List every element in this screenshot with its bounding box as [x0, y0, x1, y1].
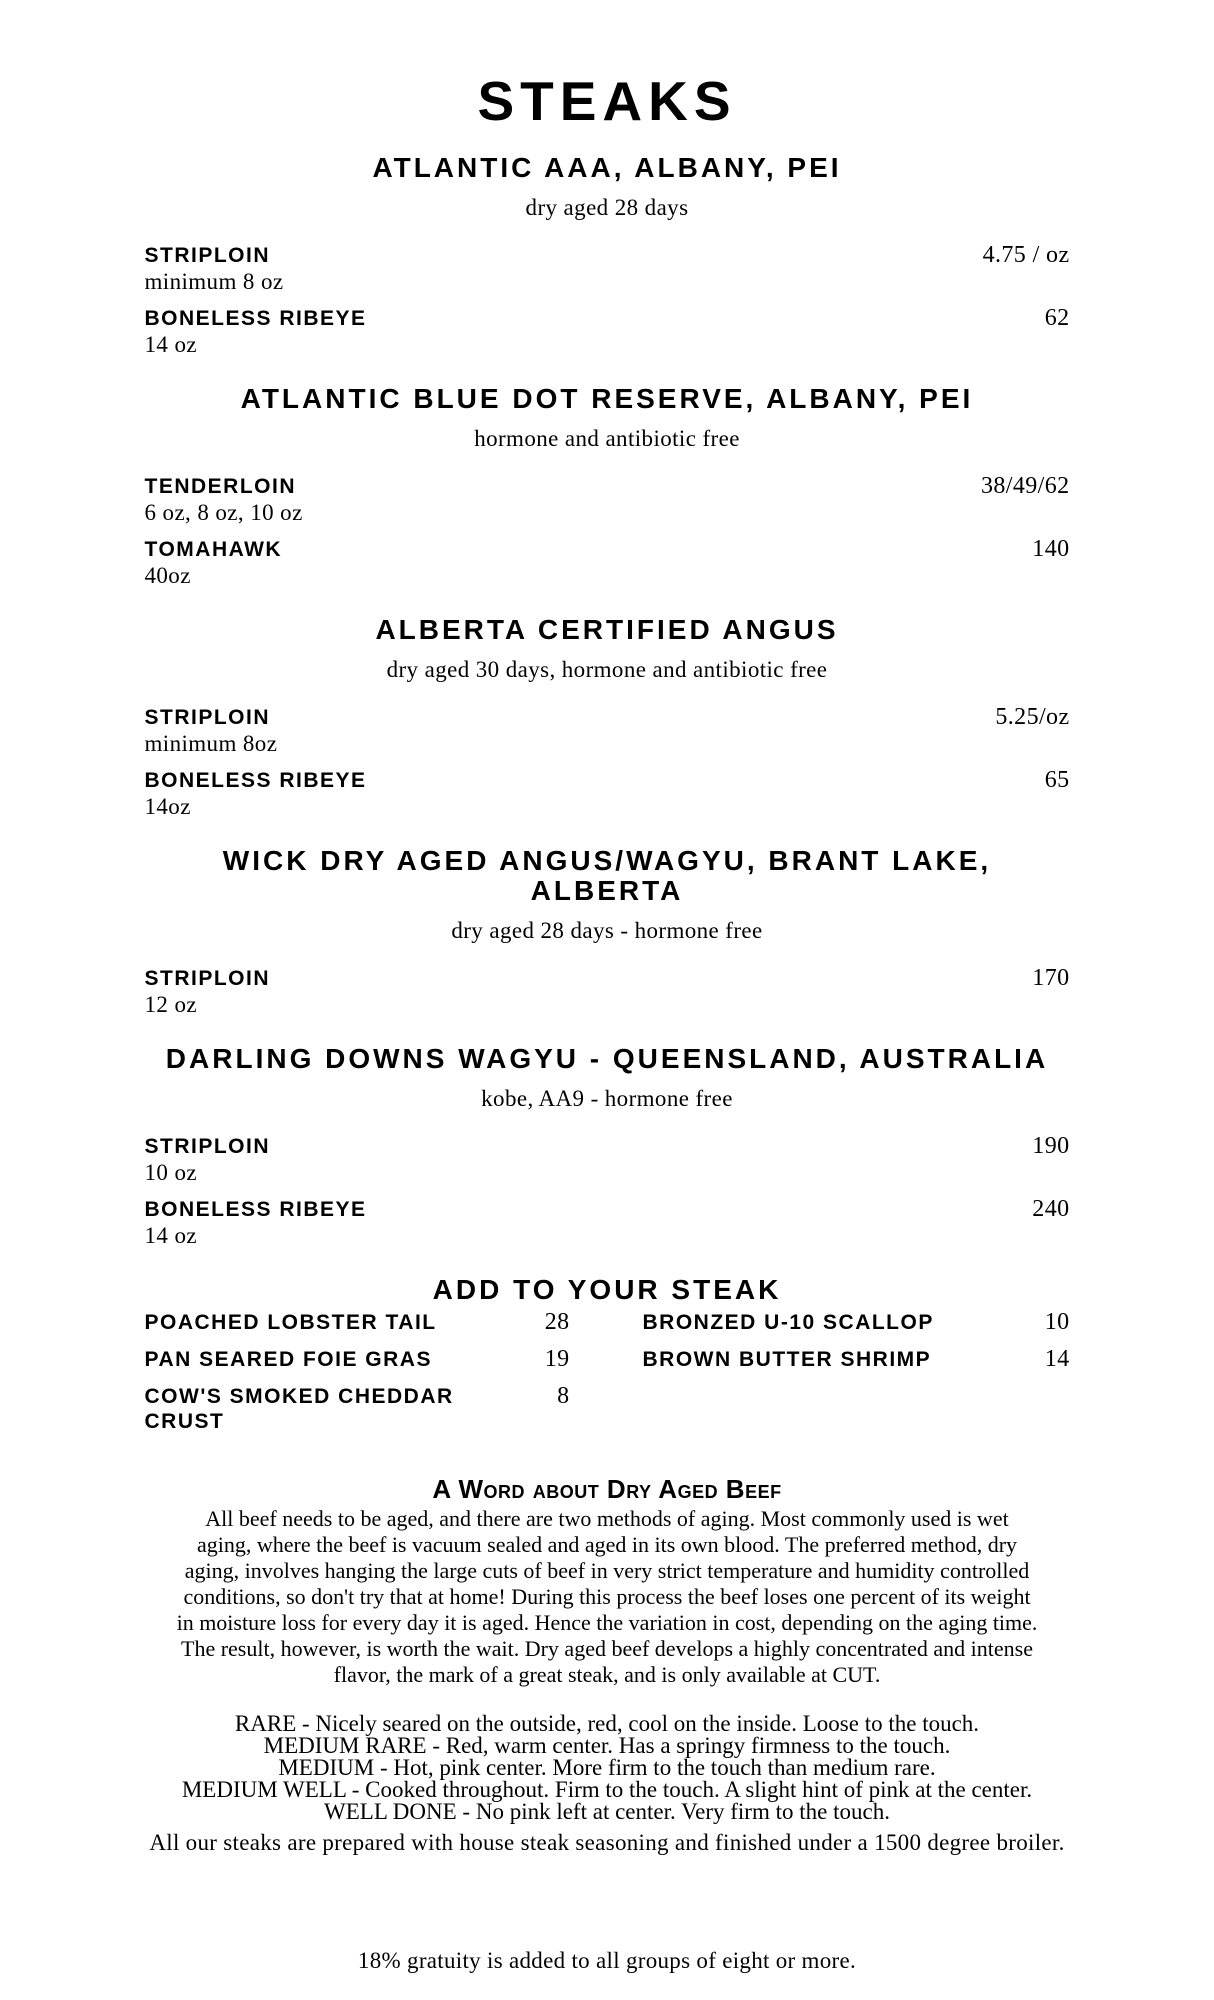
item-description: minimum 8oz	[144, 731, 278, 756]
item-description: 14 oz	[144, 1223, 197, 1248]
section-heading: ALBERTA CERTIFIED ANGUS	[375, 614, 839, 645]
item-price: 190	[1032, 1133, 1070, 1159]
item-price: 38/49/62	[980, 473, 1070, 499]
info-line: in moisture loss for every day it is aged. Hence the variation in cost, depending on the aging time.	[176, 1610, 1038, 1635]
addon-price: 10	[1044, 1309, 1070, 1335]
item-name: BONELESS RIBEYE	[144, 307, 367, 330]
doneness-line-medium: MEDIUM - Hot, pink center. More firm to the touch than medium rare.	[278, 1755, 936, 1780]
item-price: 170	[1032, 965, 1070, 991]
info-heading: A Word about Dry Aged Beef	[432, 1474, 782, 1504]
item-name: STRIPLOIN	[144, 1135, 271, 1158]
info-line: flavor, the mark of a great steak, and is only available at CUT.	[333, 1662, 881, 1687]
addon-name: PAN SEARED FOIE GRAS	[144, 1348, 432, 1371]
section-subheading: hormone and antibiotic free	[474, 426, 740, 451]
doneness-line-well-done: WELL DONE - No pink left at center. Very firm to the touch.	[324, 1799, 890, 1824]
addon-price: 14	[1044, 1346, 1070, 1372]
info-line: aging, where the beef is vacuum sealed and aged in its own blood. The preferred method, dry	[196, 1532, 1018, 1557]
section-subheading: dry aged 30 days, hormone and antibiotic free	[386, 657, 828, 682]
item-description: 14oz	[144, 794, 191, 819]
item-name: STRIPLOIN	[144, 244, 271, 267]
item-name: STRIPLOIN	[144, 706, 271, 729]
section-heading: ATLANTIC BLUE DOT RESERVE, ALBANY, PEI	[240, 383, 974, 414]
menu-section-blue-dot-reserve	[145, 384, 1070, 587]
menu-item	[145, 966, 1070, 990]
item-description: 40oz	[144, 563, 191, 588]
addons-grid	[145, 1310, 1070, 1434]
addons-right-column	[643, 1310, 1070, 1434]
addon-price: 8	[557, 1383, 570, 1409]
addon-name: COW'S SMOKED CHEDDAR CRUST	[144, 1385, 454, 1433]
item-name: STRIPLOIN	[144, 967, 271, 990]
addon-name: BROWN BUTTER SHRIMP	[642, 1348, 932, 1371]
item-name: TENDERLOIN	[144, 475, 296, 498]
addon-item	[643, 1347, 1070, 1372]
doneness-line-medium-well: MEDIUM WELL - Cooked throughout. Firm to the touch. A slight hint of pink at the center.	[181, 1777, 1033, 1802]
info-line: conditions, so don't try that at home! During this process the beef loses one percent of its weight	[183, 1584, 1031, 1609]
section-subheading: dry aged 28 days - hormone free	[451, 918, 763, 943]
addon-item	[643, 1310, 1070, 1335]
menu-item	[145, 1134, 1070, 1158]
menu-section-addons	[145, 1275, 1070, 1434]
info-line: aging, involves hanging the large cuts of beef in very strict temperature and humidity controlled	[184, 1558, 1030, 1583]
menu-section-darling-downs-wagyu	[145, 1044, 1070, 1247]
section-subheading: kobe, AA9 - hormone free	[481, 1086, 733, 1111]
menu-section-wick-dry-aged	[145, 846, 1070, 1016]
item-name: BONELESS RIBEYE	[144, 769, 367, 792]
section-heading: WICK DRY AGED ANGUS/WAGYU, BRANT LAKE, ALBERTA	[222, 845, 992, 906]
section-heading: DARLING DOWNS WAGYU - QUEENSLAND, AUSTRALIA	[165, 1043, 1049, 1074]
addons-left-column	[145, 1310, 570, 1434]
addon-item	[145, 1384, 570, 1434]
addon-name: BRONZED U-10 SCALLOP	[642, 1311, 934, 1334]
section-subheading: dry aged 28 days	[525, 195, 689, 220]
item-price: 5.25/oz	[995, 704, 1070, 730]
doneness-line-medium-rare: MEDIUM RARE - Red, warm center. Has a springy firmness to the touch.	[263, 1733, 951, 1758]
addon-price: 19	[544, 1346, 570, 1372]
item-name: TOMAHAWK	[144, 538, 283, 561]
menu-item	[145, 243, 1070, 267]
item-price: 62	[1044, 305, 1070, 331]
steak-menu-page	[145, 0, 1070, 1972]
menu-item	[145, 1197, 1070, 1221]
item-description: minimum 8 oz	[144, 269, 284, 294]
item-description: 10 oz	[144, 1160, 197, 1185]
menu-item	[145, 705, 1070, 729]
item-name: BONELESS RIBEYE	[144, 1198, 367, 1221]
item-price: 140	[1032, 536, 1070, 562]
menu-section-alberta-angus	[145, 615, 1070, 818]
menu-item	[145, 474, 1070, 498]
addon-item	[145, 1347, 570, 1372]
info-line: All beef needs to be aged, and there are two methods of aging. Most commonly used is wet	[205, 1506, 1009, 1531]
item-description: 12 oz	[144, 992, 197, 1017]
item-price: 240	[1032, 1196, 1070, 1222]
info-line: The result, however, is worth the wait. Dry aged beef develops a highly concentrated and intense	[181, 1636, 1033, 1661]
addon-price: 28	[544, 1309, 570, 1335]
gratuity-note: 18% gratuity is added to all groups of eight or more.	[357, 1948, 857, 1973]
addon-item	[145, 1310, 570, 1335]
dry-aged-info-section	[145, 1476, 1070, 1854]
item-price: 4.75 / oz	[982, 242, 1070, 268]
page-title: STEAKS	[477, 70, 737, 132]
item-price: 65	[1044, 767, 1070, 793]
seasoning-note: All our steaks are prepared with house steak seasoning and finished under a 1500 degree broiler.	[149, 1830, 1065, 1855]
menu-item	[145, 768, 1070, 792]
info-paragraph	[145, 1506, 1070, 1688]
doneness-guide	[145, 1713, 1070, 1823]
menu-item	[145, 306, 1070, 330]
doneness-line-rare: RARE - Nicely seared on the outside, red, cool on the inside. Loose to the touch.	[234, 1711, 980, 1736]
item-description: 6 oz, 8 oz, 10 oz	[144, 500, 303, 525]
menu-section-atlantic-aaa	[145, 153, 1070, 356]
menu-item	[145, 537, 1070, 561]
item-description: 14 oz	[144, 332, 197, 357]
section-heading: ATLANTIC AAA, ALBANY, PEI	[372, 152, 842, 183]
section-heading: ADD TO YOUR STEAK	[432, 1274, 782, 1305]
addon-name: POACHED LOBSTER TAIL	[144, 1311, 437, 1334]
